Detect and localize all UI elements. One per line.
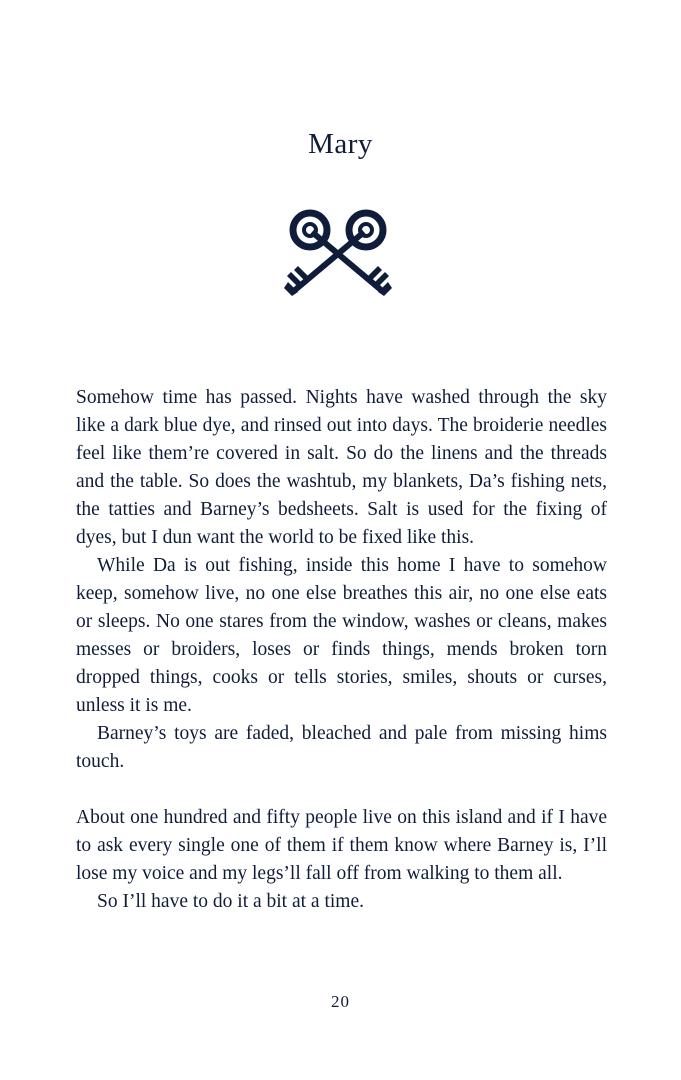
paragraph: Barney’s toys are faded, bleached and pale from missing hims touch. bbox=[76, 723, 607, 772]
paragraph: So I’ll have to do it a bit at a time. bbox=[97, 891, 364, 912]
paragraph: While Da is out fishing, inside this home I have to somehow keep, somehow live, no one else breathes this air, no one else eats or sleeps. No one stares from the window, washes or cleans, makes messes or broiders, loses or finds things, mends broken torn dropped things, cooks or tells stories, smiles, shouts or curses, unless it is me. bbox=[76, 555, 607, 716]
crossed-keys-icon bbox=[282, 202, 394, 302]
chapter-body bbox=[76, 384, 607, 916]
chapter-title: Mary bbox=[308, 128, 373, 160]
paragraph: About one hundred and fifty people live on this island and if I have to ask every single one of them if them know where Barney is, I’ll lose my voice and my legs’ll fall off from walking to them all. bbox=[76, 807, 607, 884]
paragraph: Somehow time has passed. Nights have washed through the sky like a dark blue dye, and rinsed out into days. The broiderie needles feel like them’re covered in salt. So do the linens and the threads and the table. So does the washtub, my blankets, Da’s fishing nets, the tatties and Barney’s bedsheets. Salt is used for the fixing of dyes, but I dun want the world to be fixed like this. bbox=[76, 387, 607, 548]
page-number: 20 bbox=[331, 992, 350, 1011]
